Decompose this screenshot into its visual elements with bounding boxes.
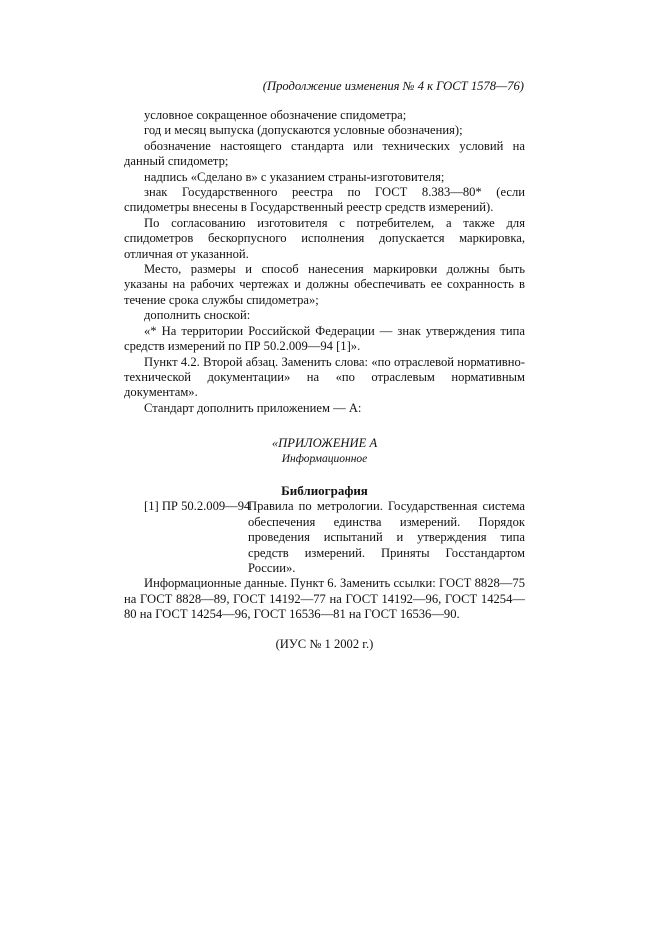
paragraph-standard-designation: обозначение настоящего стандарта или технических условий на данный спидометр; [124, 138, 525, 169]
paragraph-agreement: По согласованию изготовителя с потребителем, а также для спидометров бескорпусного исполнения допускается маркировка, отличная от указанной. [124, 215, 525, 261]
paragraph-footnote: «* На территории Российской Федерации — знак утверждения типа средств измерений по ПР 50.2.009—94 [1]». [124, 323, 525, 354]
paragraph-add-footnote: дополнить сноской: [144, 308, 251, 323]
paragraph-add-appendix: Стандарт дополнить приложением — А: [144, 400, 362, 415]
paragraph-marking-place: Место, размеры и способ нанесения маркировки должны быть указаны на рабочих чертежах и должны обеспечивать ее сохранность в течение срока службы спидометра»; [124, 262, 525, 307]
paragraph-clause-4-2: Пункт 4.2. Второй абзац. Заменить слова: «по отраслевой нормативно-технической документации» на «по отраслевым нормативным документам». [124, 354, 525, 400]
paragraph-state-register: знак Государственного реестра по ГОСТ 8.383—80* (если спидометры внесены в Государственный реестр средств измерений). [124, 185, 525, 215]
paragraph-year-month: год и месяц выпуска (допускаются условные обозначения); [144, 123, 463, 138]
bibliography-title: Библиография [281, 482, 368, 498]
appendix-title: «ПРИЛОЖЕНИЕ А [271, 436, 378, 451]
ius-reference: (ИУС № 1 2002 г.) [275, 636, 374, 651]
appendix-subtitle: Информационное [281, 452, 368, 465]
paragraph-made-in: надпись «Сделано в» с указанием страны-изготовителя; [144, 169, 445, 184]
continuation-header: (Продолжение изменения № 4 к ГОСТ 1578—76) [262, 79, 524, 93]
document-body [124, 108, 525, 652]
bibliography-text: Правила по метрологии. Государственная система обеспечения единства измерений. Порядок проведения испытаний и утверждения типа средств измерений. Приняты Госстандартом России». [248, 499, 525, 575]
info-data-paragraph: Информационные данные. Пункт 6. Заменить ссылки: ГОСТ 8828—75 на ГОСТ 8828—89, ГОСТ 14192—77 на ГОСТ 14192—96, ГОСТ 14254—80 на ГОСТ 14254—96, ГОСТ 16536—81 на ГОСТ 16536—90. [124, 576, 525, 622]
paragraph-abbreviation: условное сокращенное обозначение спидометра; [144, 108, 407, 122]
bibliography-entry [124, 499, 525, 576]
bibliography-ref: [1] ПР 50.2.009—94 [144, 499, 251, 514]
